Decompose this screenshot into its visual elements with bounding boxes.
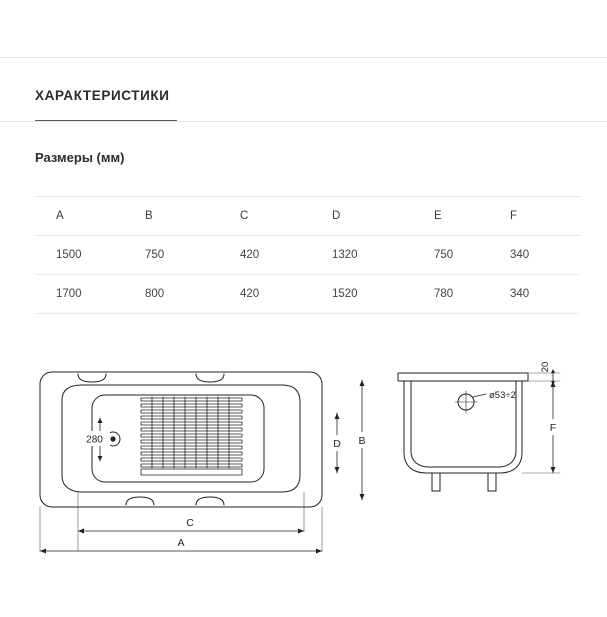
- column-header-b: B: [145, 197, 240, 236]
- section-leg-left: [432, 473, 440, 491]
- dim-c-arrow-left: [78, 529, 84, 534]
- dim-a-arrow-right: [316, 549, 322, 554]
- dim-f-label: F: [549, 422, 557, 434]
- dim-20-label: 20: [540, 361, 551, 373]
- dim-b-arrow-top: [360, 380, 365, 386]
- table-header-row: [35, 197, 580, 236]
- column-header-a: A: [35, 197, 145, 236]
- handle-right-top: [196, 374, 224, 382]
- dim-280-arrow-bottom: [98, 456, 103, 461]
- column-header-c: C: [240, 197, 332, 236]
- column-header-f: F: [510, 197, 580, 236]
- cell-c: 420: [240, 236, 332, 275]
- dim-a-label: A: [177, 537, 185, 549]
- dim-c-arrow-right: [298, 529, 304, 534]
- section-drain-leader: [473, 394, 486, 397]
- column-header-d: D: [332, 197, 434, 236]
- dim-280-arrow-top: [98, 418, 103, 423]
- cell-d: 1520: [332, 275, 434, 314]
- title-divider: [0, 121, 607, 122]
- cell-c: 420: [240, 275, 332, 314]
- dim-280-label: 280: [86, 434, 103, 446]
- column-header-e: E: [434, 197, 510, 236]
- section-leg-right: [488, 473, 496, 491]
- page-title: ХАРАКТЕРИСТИКИ: [35, 88, 170, 103]
- cell-a: 1700: [35, 275, 145, 314]
- dim-a-arrow-left: [40, 549, 46, 554]
- cell-a: 1500: [35, 236, 145, 275]
- cell-d: 1320: [332, 236, 434, 275]
- technical-drawing: [0, 345, 607, 595]
- top-divider: [0, 57, 607, 58]
- dim-d-arrow-top: [335, 413, 340, 419]
- dim-f-arrow-bottom: [551, 467, 556, 473]
- cell-f: 340: [510, 275, 580, 314]
- cell-b: 750: [145, 236, 240, 275]
- hole-diameter-label: ø53÷2: [489, 390, 516, 401]
- dim-f-arrow-top: [551, 381, 556, 387]
- table-row: [35, 275, 580, 314]
- table-row: [35, 236, 580, 275]
- cell-e: 750: [434, 236, 510, 275]
- handle-left-bottom: [126, 497, 154, 505]
- bathtub-drawing-svg: [0, 345, 607, 595]
- section-rim: [398, 373, 528, 381]
- dim-d-arrow-bottom: [335, 467, 340, 473]
- cell-e: 780: [434, 275, 510, 314]
- dim-d-label: D: [333, 438, 341, 450]
- dim-b-label: B: [358, 435, 366, 447]
- drain-inner-dot: [110, 436, 115, 441]
- dimensions-table: [35, 196, 580, 314]
- cell-b: 800: [145, 275, 240, 314]
- subsection-title: Размеры (мм): [35, 150, 125, 165]
- handle-left-top: [78, 374, 106, 382]
- handle-right-bottom: [196, 497, 224, 505]
- cell-f: 340: [510, 236, 580, 275]
- dim-b-arrow-bottom: [360, 494, 365, 500]
- dim-c-label: C: [186, 517, 194, 529]
- antislip-pattern: [141, 397, 242, 475]
- dim-20-arrow-top: [551, 369, 555, 373]
